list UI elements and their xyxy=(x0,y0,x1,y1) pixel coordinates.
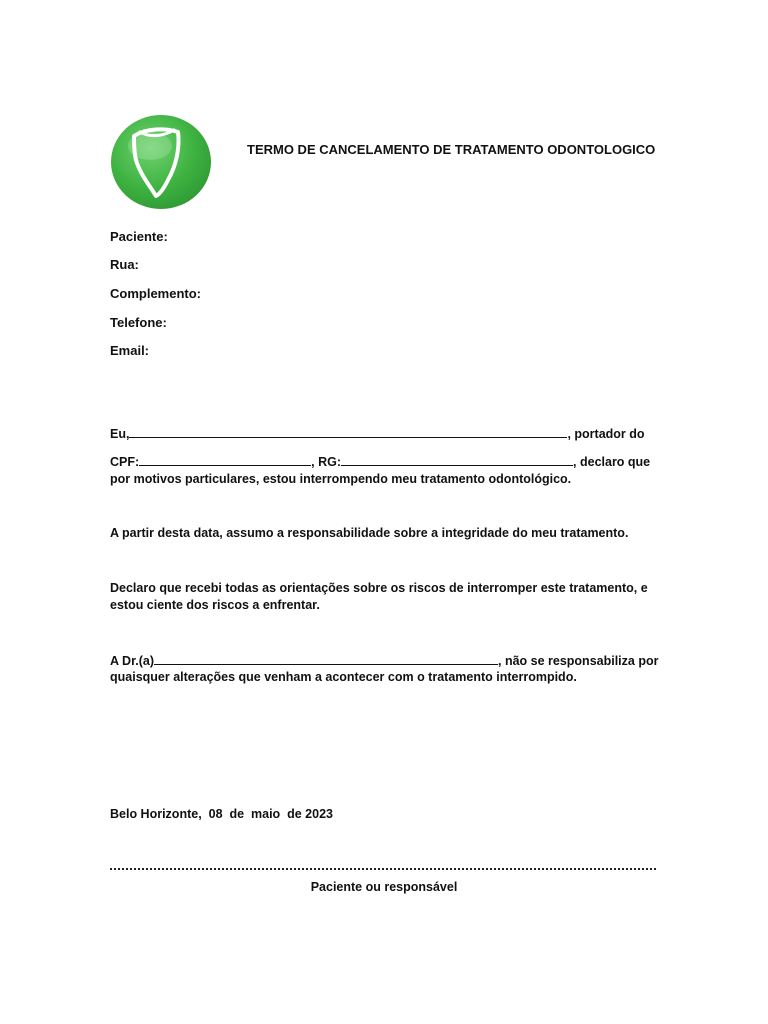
complement-field-label: Complemento: xyxy=(110,286,201,301)
declaration-start: Eu, xyxy=(110,427,130,441)
phone-field-label: Telefone: xyxy=(110,315,167,330)
street-field-label: Rua: xyxy=(110,257,139,272)
declaration-line-1 xyxy=(110,425,655,443)
declaration-declare: , declaro que xyxy=(573,455,651,469)
tooth-logo-icon xyxy=(110,114,212,210)
signature-line[interactable] xyxy=(110,868,656,870)
document-title: TERMO DE CANCELAMENTO DE TRATAMENTO ODONTOLOGICO xyxy=(247,142,656,157)
declaration-bearer: , portador do xyxy=(567,427,645,441)
declaration-line-3: por motivos particulares, estou interrompendo meu tratamento odontológico. xyxy=(110,472,572,486)
doctor-label: A Dr.(a) xyxy=(110,654,154,668)
cpf-label: CPF: xyxy=(110,455,140,469)
name-blank[interactable] xyxy=(129,425,567,438)
cpf-blank[interactable] xyxy=(139,453,311,466)
responsibility-paragraph: A partir desta data, assumo a responsabilidade sobre a integridade do meu tratamento. xyxy=(110,526,629,540)
date-line: Belo Horizonte, 08 de maio de 2023 xyxy=(110,807,333,821)
doctor-paragraph-line-1 xyxy=(110,652,659,670)
declaration-line-2 xyxy=(110,453,655,471)
doctor-name-blank[interactable] xyxy=(154,652,498,665)
email-field-label: Email: xyxy=(110,343,150,358)
rg-blank[interactable] xyxy=(341,453,573,466)
signature-label: Paciente ou responsável xyxy=(310,880,458,894)
rg-label: , RG: xyxy=(311,455,342,469)
doctor-paragraph-line-2: quaisquer alterações que venham a acontecer com o tratamento interrompido. xyxy=(110,670,577,684)
risk-paragraph-line-1: Declaro que recebi todas as orientações sobre os riscos de interromper este tratamento, e xyxy=(110,581,648,595)
patient-field-label: Paciente: xyxy=(110,229,168,244)
doctor-disclaimer: , não se responsabiliza por xyxy=(498,654,659,668)
risk-paragraph-line-2: estou ciente dos riscos a enfrentar. xyxy=(110,598,320,612)
